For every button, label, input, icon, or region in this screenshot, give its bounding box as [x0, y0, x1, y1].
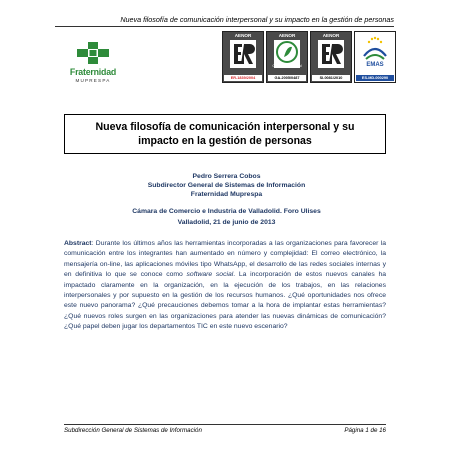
er-mark-icon: [318, 40, 344, 68]
cert-ga-label: Gestión Ambiental: [272, 64, 302, 68]
cert-si-code: SI-0081/2010: [312, 75, 350, 81]
cert-emas-code: ES-MD-000290: [356, 75, 394, 81]
cert-er: [222, 31, 264, 83]
cert-si: [310, 31, 352, 83]
author-name: Pedro Serrera Cobos: [192, 173, 261, 180]
abstract-text-1: : Durante los últimos años las herramientas incorporadas a las organizaciones para favorecer la comunicación entre los integrantes han aumentado en número y complejidad: El correo electrónico, la mensajería on-line, las aplicaciones móviles tipo WhatsApp, el desarrollo de las redes sociales internas y en definitiva lo que se conoce como: [64, 240, 386, 279]
cert-ga-top: AENOR: [278, 33, 296, 38]
running-header: Nueva filosofía de comunicación interpersonal y su impacto en la gestión de personas: [55, 15, 394, 27]
cert-er-code: ER-1839/2004: [224, 75, 262, 81]
cert-emas: [354, 31, 396, 83]
abstract-paragraph: [64, 239, 386, 333]
cert-ga-code: GA-2005/0487: [268, 75, 306, 81]
page-number: Página 1 de 16: [344, 427, 386, 434]
cross-icon: [71, 40, 115, 66]
footer-left: Subdirección General de Sistemas de Información: [64, 427, 202, 434]
event-place: Cámara de Comercio e Industria de Valladolid. Foro Ulises: [132, 208, 321, 215]
fraternidad-logo: [58, 40, 128, 88]
emas-stars-icon: [362, 34, 388, 62]
cert-si-top: AENOR: [322, 33, 340, 38]
abstract-emphasis: software social: [186, 271, 234, 279]
cert-emas-label: EMAS: [366, 62, 384, 68]
author-role: Subdirector General de Sistemas de Información: [147, 182, 306, 189]
title-line-1: Nueva filosofía de comunicación interpersonal y su: [95, 121, 355, 133]
er-mark-icon: [230, 40, 256, 68]
cert-ga: [266, 31, 308, 83]
cert-er-top: AENOR: [234, 33, 252, 38]
abstract-text-2: . La incorporación de estos nuevos canales ha impactado claramente en la organización, en la ejecución de los trabajos, en las relaciones interpersonales y por supuesto en la gestión de los recursos humanos. ¿Qué oportunidades nos ofrece este nuevo panorama? ¿Qué precauciones debemos tomar a la hora de implantar estas herramientas? ¿Qué nuevos roles surgen en las organizaciones para atender las nuevas dinámicas de comunicación? ¿Qué papel deben jugar los departamentos TIC en este nuevo escenario?: [64, 271, 387, 331]
abstract-label: Abstract: [64, 240, 92, 247]
page-footer: [64, 424, 386, 434]
logo-name: Fraternidad: [69, 67, 117, 77]
author-org: Fraternidad Muprespa: [190, 191, 263, 198]
title-line-2: impacto en la gestión de personas: [138, 135, 312, 147]
logo-sub: MUPRESPA: [75, 78, 111, 83]
document-title: [64, 114, 386, 154]
event-date: Valladolid, 21 de junio de 2013: [177, 219, 276, 226]
